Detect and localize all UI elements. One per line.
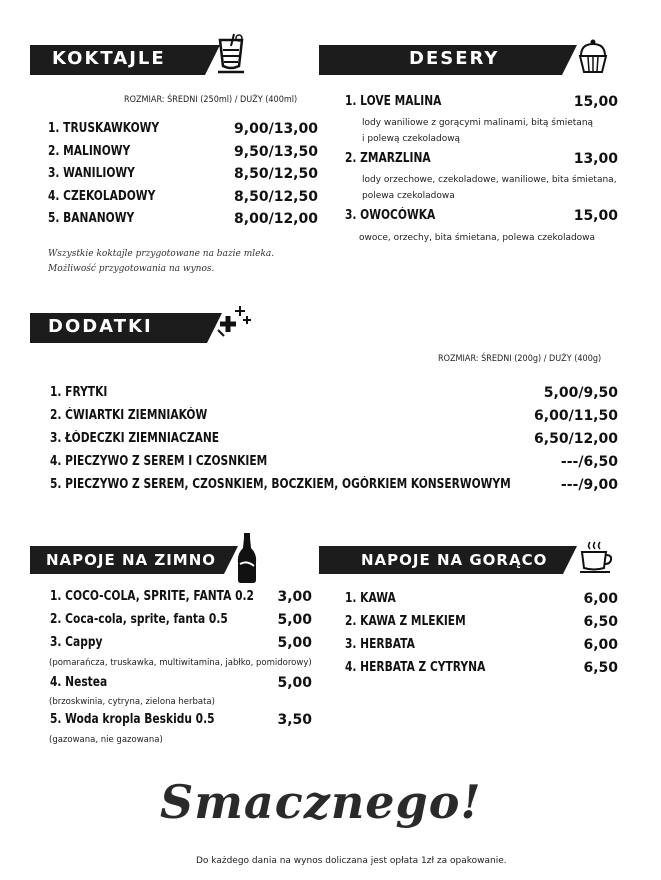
item-description: lody waniliowe z gorącymi malinami, bitą śmietaną bbox=[362, 118, 594, 128]
list-item: 1. TRUSKAWKOWY bbox=[48, 121, 160, 136]
list-item: 1. KAWA bbox=[345, 591, 396, 606]
list-item: 4. PIECZYWO Z SEREM I CZOSNKIEM bbox=[50, 454, 268, 469]
list-item: 5. Woda kropla Beskidu 0.5 bbox=[50, 712, 215, 727]
item-price: 5,00/9,50 bbox=[543, 385, 618, 401]
smacznego-title: Smacznego! bbox=[160, 775, 482, 829]
item-price: ---/9,00 bbox=[560, 477, 618, 493]
item-price: 6,50/12,00 bbox=[534, 431, 618, 447]
item-description: (pomarańcza, truskawka, multiwitamina, jabłko, pomidorowy) bbox=[49, 658, 312, 668]
item-price: 6,50 bbox=[583, 660, 618, 676]
dodatki-size-note: ROZMIAR: ŚREDNI (200g) / DUŻY (400g) bbox=[438, 354, 602, 364]
list-item: 2. ĆWIARTKI ZIEMNIAKÓW bbox=[50, 408, 208, 423]
list-item: 4. Nestea bbox=[50, 675, 108, 690]
item-price: 8,00/12,00 bbox=[234, 211, 318, 227]
list-item: 4. CZEKOLADOWY bbox=[48, 189, 156, 204]
desery-title: DESERY bbox=[409, 48, 500, 69]
item-price: 6,00/11,50 bbox=[534, 408, 618, 424]
koktajle-note-1: Wszystkie koktajle przygotowane na bazie mleka. bbox=[48, 249, 275, 259]
item-price: 5,00 bbox=[277, 635, 312, 651]
item-price: 15,00 bbox=[573, 208, 618, 224]
list-item: 1. LOVE MALINA bbox=[345, 94, 442, 109]
item-description: (gazowana, nie gazowana) bbox=[49, 735, 163, 745]
item-price: 13,00 bbox=[573, 151, 618, 167]
list-item: 3. WANILIOWY bbox=[48, 166, 135, 181]
cola-bottle-icon bbox=[234, 532, 260, 584]
item-description: lody orzechowe, czekoladowe, waniliowe, bita śmietana, bbox=[362, 175, 617, 185]
coffee-cup-icon bbox=[578, 540, 614, 574]
koktajle-note-2: Możliwość przygotowania na wynos. bbox=[48, 264, 215, 274]
list-item: 3. HERBATA bbox=[345, 637, 415, 652]
item-price: 9,00/13,00 bbox=[234, 121, 318, 137]
list-item: 3. Cappy bbox=[50, 635, 103, 650]
item-description: i polewą czekoladową bbox=[362, 134, 461, 144]
item-price: 6,00 bbox=[583, 637, 618, 653]
koktajle-title: KOKTAJLE bbox=[52, 48, 166, 69]
list-item: 5. BANANOWY bbox=[48, 211, 135, 226]
list-item: 2. MALINOWY bbox=[48, 144, 131, 159]
item-price: 15,00 bbox=[573, 94, 618, 110]
item-price: 3,00 bbox=[277, 589, 312, 605]
list-item: 2. KAWA Z MLEKIEM bbox=[345, 614, 466, 629]
item-price: 6,50 bbox=[583, 614, 618, 630]
list-item: 4. HERBATA Z CYTRYNA bbox=[345, 660, 486, 675]
plus-sparkle-icon bbox=[214, 300, 254, 340]
item-price: 9,50/13,50 bbox=[234, 144, 318, 160]
list-item: 2. Coca-cola, sprite, fanta 0.5 bbox=[50, 612, 228, 627]
list-item: 3. ŁÓDECZKI ZIEMNIACZANE bbox=[50, 431, 220, 446]
packaging-fee-note: Do każdego dania na wynos doliczana jest opłata 1zł za opakowanie. bbox=[196, 856, 507, 866]
list-item: 2. ZMARZLINA bbox=[345, 151, 431, 166]
item-description: polewa czekoladowa bbox=[362, 191, 455, 201]
cupcake-icon bbox=[576, 38, 610, 74]
list-item: 1. COCO-COLA, SPRITE, FANTA 0.2 bbox=[50, 589, 254, 604]
item-description: (brzoskwinia, cytryna, zielona herbata) bbox=[49, 697, 215, 707]
item-price: 8,50/12,50 bbox=[234, 189, 318, 205]
list-item: 1. FRYTKI bbox=[50, 385, 108, 400]
list-item: 3. OWOCÓWKA bbox=[345, 208, 436, 223]
item-price: 3,50 bbox=[277, 712, 312, 728]
item-price: 8,50/12,50 bbox=[234, 166, 318, 182]
item-price: 5,00 bbox=[277, 675, 312, 691]
dodatki-title: DODATKI bbox=[48, 316, 153, 337]
koktajle-size-note: ROZMIAR: ŚREDNI (250ml) / DUŻY (400ml) bbox=[124, 95, 298, 105]
item-description: owoce, orzechy, bita śmietana, polewa czekoladowa bbox=[359, 233, 596, 243]
item-price: 6,00 bbox=[583, 591, 618, 607]
goraco-title: NAPOJE NA GORĄCO bbox=[361, 551, 548, 569]
item-price: 5,00 bbox=[277, 612, 312, 628]
item-price: ---/6,50 bbox=[560, 454, 618, 470]
list-item: 5. PIECZYWO Z SEREM, CZOSNKIEM, BOCZKIEM, OGÓRKIEM KONSERWOWYM bbox=[50, 477, 511, 492]
cocktail-glass-icon bbox=[214, 32, 248, 74]
zimno-title: NAPOJE NA ZIMNO bbox=[46, 551, 217, 569]
